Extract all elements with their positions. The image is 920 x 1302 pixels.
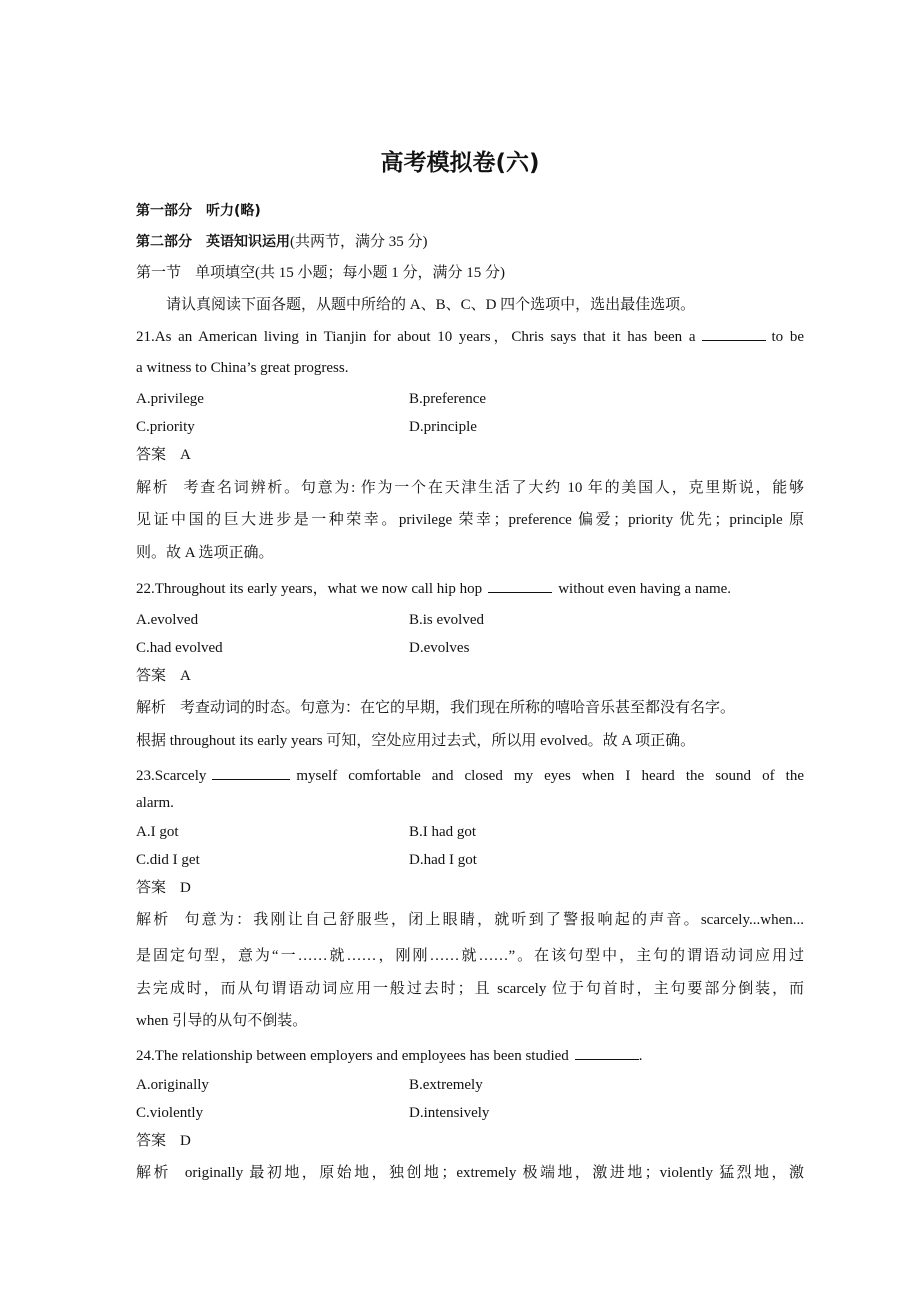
section1-heading [136, 263, 505, 283]
answer-label: 答案 [136, 668, 167, 684]
analysis-line: 根据 throughout its early years 可知，空处应用过去式，所以用 evolved。故 A 项正确。 [136, 733, 696, 749]
section-text: 单项填空(共 15 小题；每小题 1 分，满分 15 分) [195, 265, 506, 281]
question-21-stem-line2: a witness to China’s great progress. [136, 360, 349, 376]
analysis-line: 见证中国的巨大进步是一种荣幸。privilege 荣幸；preference 偏爱；priority 优先；principle 原 [136, 512, 804, 528]
question-23-stem-line2: alarm. [136, 795, 174, 811]
option-c: C.violently [136, 1105, 204, 1121]
option-a: A.I got [136, 824, 179, 840]
analysis-line: 是固定句型，意为“一……就……，刚刚……就……”。在该句型中，主句的谓语动词应用过 [136, 948, 804, 964]
analysis-line: when 引导的从句不倒装。 [136, 1013, 308, 1029]
stem-text: 24.The relationship between employers and employees has been studied [136, 1048, 569, 1064]
answer-label: 答案 [136, 1133, 167, 1149]
analysis-line [136, 910, 804, 930]
analysis-text: 考查动词的时态。句意为：在它的早期，我们现在所称的嘻哈音乐甚至都没有名字。 [180, 700, 736, 716]
option-d: D.had I got [409, 852, 477, 868]
stem-text: without even having a name. [558, 581, 732, 597]
question-24-stem [136, 1046, 643, 1066]
answer-label: 答案 [136, 447, 167, 463]
option-a: A.evolved [136, 612, 199, 628]
analysis-text: 考查名词辨析。句意为: 作为一个在天津生活了大约 10 年的美国人，克里斯说，能够 [183, 480, 804, 496]
option-d: D.principle [409, 419, 477, 435]
answer-value: A [180, 668, 191, 684]
option-d: D.intensively [409, 1105, 490, 1121]
answer-blank [575, 1047, 639, 1060]
part-text: 英语知识运用 [206, 234, 290, 250]
instruction: 请认真阅读下面各题，从题中所给的 A、B、C、D 四个选项中，选出最佳选项。 [166, 297, 696, 313]
page-title: 高考模拟卷(六) [380, 150, 540, 176]
analysis-line: 去完成时，而从句谓语动词应用一般过去时；且 scarcely 位于句首时，主句要部分倒装，而 [136, 981, 804, 997]
stem-text: myself comfortable and closed my eyes when I heard the sound of the [296, 768, 804, 784]
section-label: 第一节 [136, 265, 182, 281]
analysis-label: 解析 [136, 912, 171, 928]
part2-heading [136, 232, 428, 252]
option-c: C.priority [136, 419, 195, 435]
part-text: 听力(略) [206, 203, 261, 219]
question-22-stem [136, 579, 731, 599]
analysis-label: 解析 [136, 1165, 171, 1181]
analysis-line: 则。故 A 选项正确。 [136, 545, 274, 561]
answer-line [136, 1131, 191, 1151]
stem-text: 23.Scarcely [136, 768, 207, 784]
analysis-line [136, 1163, 804, 1183]
answer-line [136, 666, 191, 686]
stem-text: 21.As an American living in Tianjin for about 10 years，Chris says that it has been a [136, 329, 696, 345]
option-b: B.extremely [409, 1077, 483, 1093]
answer-blank [212, 767, 290, 780]
option-a: A.privilege [136, 391, 204, 407]
stem-text: to be [771, 329, 804, 345]
answer-value: A [180, 447, 191, 463]
analysis-text: originally 最初地，原始地，独创地；extremely 极端地，激进地；violently 猛烈地，激 [184, 1165, 804, 1181]
answer-blank [702, 328, 766, 341]
answer-line [136, 445, 191, 465]
analysis-line [136, 698, 735, 718]
analysis-label: 解析 [136, 480, 170, 496]
answer-line [136, 878, 191, 898]
option-b: B.is evolved [409, 612, 484, 628]
answer-value: D [180, 1133, 191, 1149]
option-c: C.had evolved [136, 640, 223, 656]
part1-heading [136, 201, 261, 221]
part-note: (共两节，满分 35 分) [290, 234, 428, 250]
stem-text: . [638, 1048, 643, 1064]
question-23-stem [136, 766, 804, 786]
answer-value: D [180, 880, 191, 896]
option-c: C.did I get [136, 852, 200, 868]
option-d: D.evolves [409, 640, 470, 656]
part-label: 第一部分 [136, 203, 192, 219]
answer-label: 答案 [136, 880, 167, 896]
analysis-text: 句意为：我刚让自己舒服些，闭上眼睛，就听到了警报响起的声音。scarcely...when... [184, 912, 804, 928]
option-a: A.originally [136, 1077, 209, 1093]
answer-blank [488, 580, 552, 593]
option-b: B.I had got [409, 824, 477, 840]
question-21-stem [136, 327, 804, 347]
option-b: B.preference [409, 391, 487, 407]
analysis-line [136, 478, 804, 498]
analysis-label: 解析 [136, 700, 167, 716]
stem-text: 22.Throughout its early years，what we now call hip hop [136, 581, 483, 597]
part-label: 第二部分 [136, 234, 192, 250]
